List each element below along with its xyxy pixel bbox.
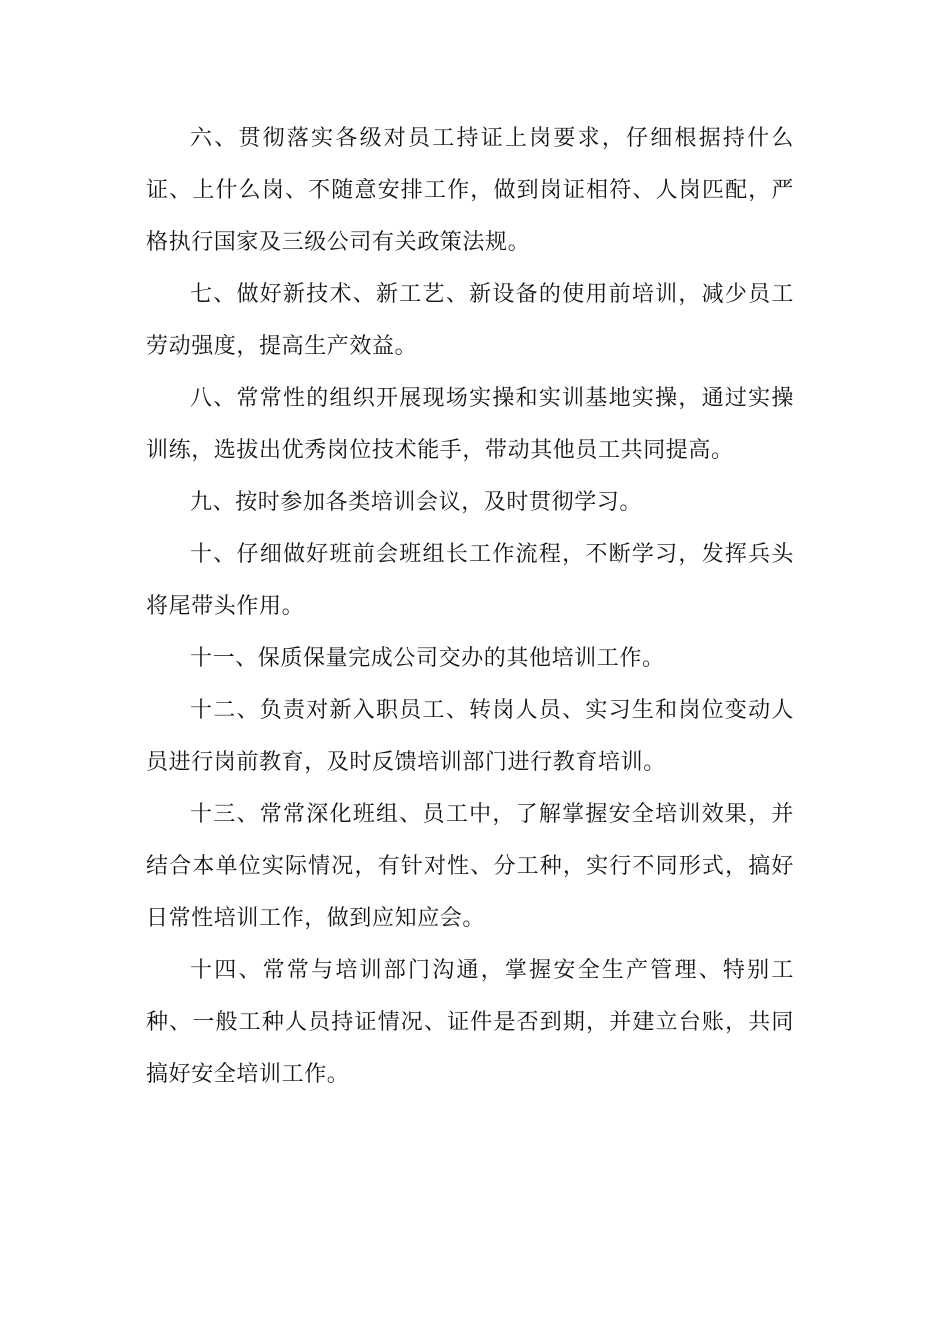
paragraph-item-11: 十一、保质保量完成公司交办的其他培训工作。 [190, 646, 665, 671]
paragraph-item-13: 十三、常常深化班组、员工中，了解掌握安全培训效果，并结合本单位实际情况，有针对性、分工种，实行不同形式，搞好日常性培训工作，做到应知应会。 [146, 802, 794, 931]
paragraph-item-9: 九、按时参加各类培训会议，及时贯彻学习。 [190, 490, 643, 515]
paragraph-item-12: 十二、负责对新入职员工、转岗人员、实习生和岗位变动人员进行岗前教育，及时反馈培训部门进行教育培训。 [146, 698, 794, 775]
document-body [146, 113, 794, 1101]
paragraph-item-10: 十、仔细做好班前会班组长工作流程，不断学习，发挥兵头将尾带头作用。 [146, 542, 794, 619]
paragraph-item-14: 十四、常常与培训部门沟通，掌握安全生产管理、特别工种、一般工种人员持证情况、证件是否到期，并建立台账，共同搞好安全培训工作。 [146, 958, 794, 1087]
paragraph-item-7: 七、做好新技术、新工艺、新设备的使用前培训，减少员工劳动强度，提高生产效益。 [146, 282, 794, 359]
paragraph-item-6: 六、贯彻落实各级对员工持证上岗要求，仔细根据持什么证、上什么岗、不随意安排工作，做到岗证相符、人岗匹配，严格执行国家及三级公司有关政策法规。 [146, 126, 794, 255]
paragraph-item-8: 八、常常性的组织开展现场实操和实训基地实操，通过实操训练，选拔出优秀岗位技术能手，带动其他员工共同提高。 [146, 386, 794, 463]
